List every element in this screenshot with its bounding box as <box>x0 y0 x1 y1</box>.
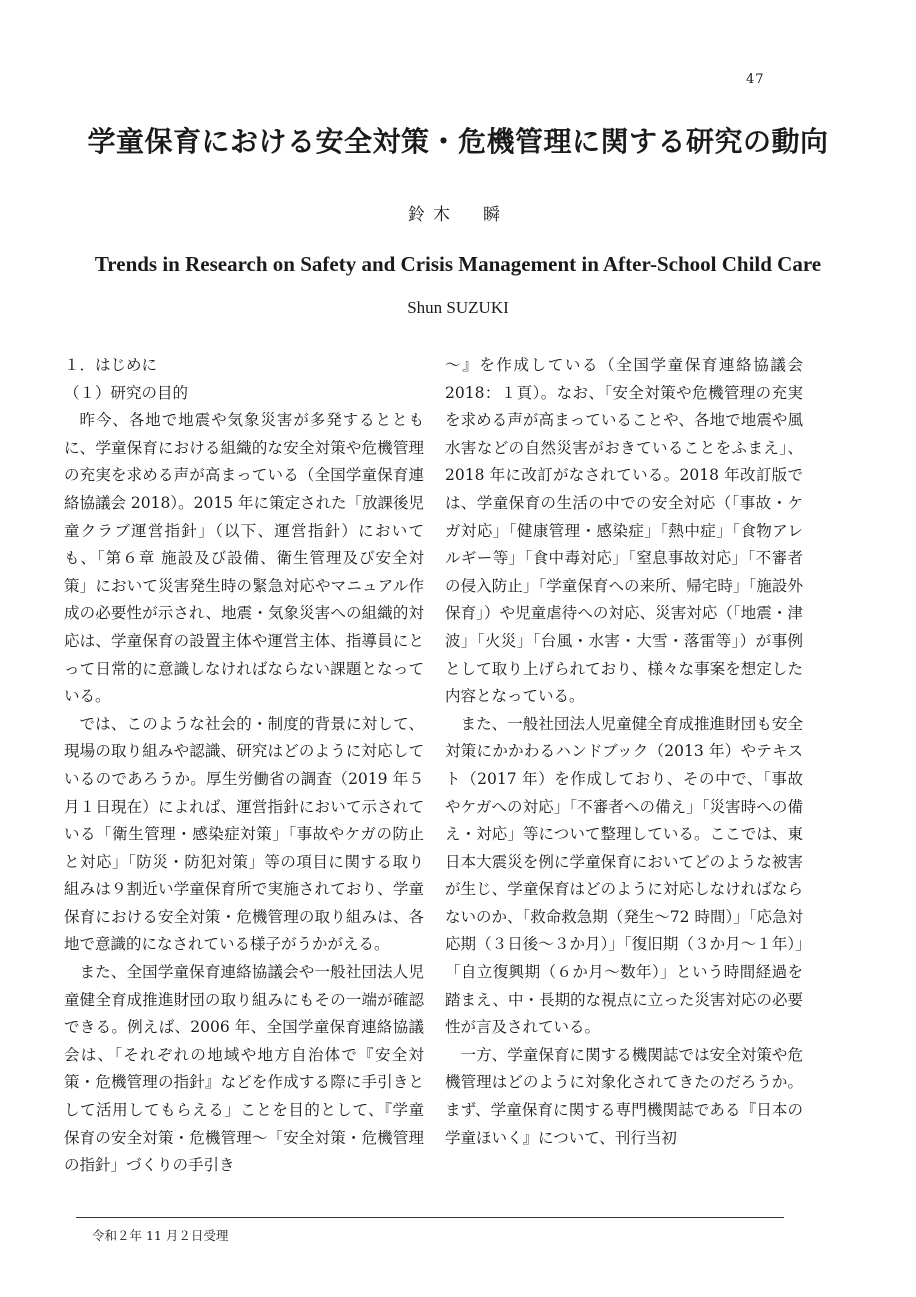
author-name-en: Shun SUZUKI <box>407 298 509 317</box>
body-paragraph: 昨今、各地で地震や気象災害が多発するとともに、学童保育における組織的な安全対策や危機管理の充実を求める声が高まっている（全国学童保育連絡協議会 2018）。2015 年に策定された「放課後児童クラブ運営指針」（以下、運営指針）においても、「第６章 施設及び設備、衛生管理及び安全対策」において災害発生時の緊急対応やマニュアル作成の必要性が示され、地震・気象災害への組織的対応は、学童保育の設置主体や運営主体、指導員にとって日常的に意識しなければならない課題となっている。 <box>64 411 424 706</box>
right-column <box>445 352 803 1152</box>
paper-title-en: Trends in Research on Safety and Crisis Management in After-School Child Care <box>94 252 822 276</box>
received-date-note: 令和２年 11 月２日受理 <box>92 1228 229 1243</box>
body-paragraph: ～』を作成している（全国学童保育連絡協議会 2018：１頁）。なお、「安全対策や危機管理の充実を求める声が高まっていることや、各地で地震や風水害などの自然災害がおきていることをふまえ」、2018 年に改訂がなされている。2018 年改訂版では、学童保育の生活の中での安全対応（「事故・ケガ対応」「健康管理・感染症」「熱中症」「食物アレルギー等」「食中毒対応」「窒息事故対応」「不審者の侵入防止」「学童保育への来所、帰宅時」「施設外保育」）や児童虐待への対応、災害対応（「地震・津波」「火災」「台風・水害・大雪・落雷等」）が事例として取り上げられており、様々な事案を想定した内容となっている。 <box>445 356 803 706</box>
body-paragraph: では、このような社会的・制度的背景に対して、現場の取り組みや認識、研究はどのように対応しているのであろうか。厚生労働省の調査（2019 年５月１日現在）によれば、運営指針において示されている「衛生管理・感染症対策」「事故やケガの防止と対応」「防災・防犯対策」等の項目に関する取り組みは９割近い学童保育所で実施されており、学童保育における安全対策・危機管理の取り組みは、各地で意識的になされている様子がうかがえる。 <box>64 714 424 954</box>
body-paragraph: 一方、学童保育に関する機関誌では安全対策や危機管理はどのように対象化されてきたのだろうか。まず、学童保育に関する専門機関誌である『日本の学童ほいく』について、刊行当初 <box>445 1045 803 1147</box>
body-paragraph: また、一般社団法人児童健全育成推進財団も安全対策にかかわるハンドブック（2013 年）やテキスト（2017 年）を作成しており、その中で、「事故やケガへの対応」「不審者への備え」「災害時への備え・対応」等について整理している。ここでは、東日本大震災を例に学童保育においてどのような被害が生じ、学童保育はどのように対応しなければならないのか、「救命救急期（発生～72 時間）」「応急対応期（３日後～３か月）」「復旧期（３か月～１年）」「自立復興期（６か月～数年）」という時間経過を踏まえ、中・長期的な視点に立った災害対応の必要性が言及されている。 <box>445 714 803 1037</box>
section-heading: １．はじめに <box>64 356 158 374</box>
author-name-ja: 鈴木 瞬 <box>408 205 508 225</box>
footer-divider <box>76 1217 784 1218</box>
left-column <box>64 352 424 1180</box>
paper-title: 学童保育における安全対策・危機管理に関する研究の動向 <box>87 125 829 158</box>
body-paragraph: また、全国学童保育連絡協議会や一般社団法人児童健全育成推進財団の取り組みにもその一端が確認できる。例えば、2006 年、全国学童保育連絡協議会は、「それぞれの地域や地方自治体で『安全対策・危機管理の指針』などを作成する際に手引きとして活用してもらえる」ことを目的として、『学童保育の安全対策・危機管理～「安全対策・危機管理の指針」づくりの手引き <box>64 963 424 1175</box>
subsection-heading: （１）研究の目的 <box>64 383 189 402</box>
page-number: 47 <box>746 72 765 87</box>
